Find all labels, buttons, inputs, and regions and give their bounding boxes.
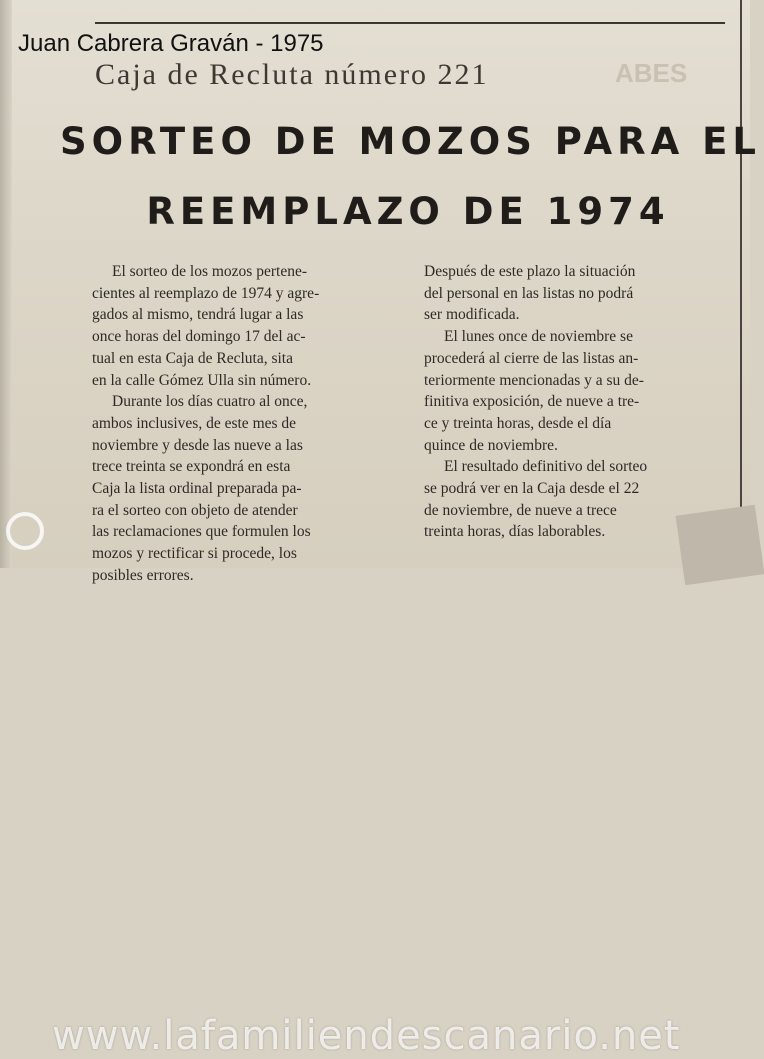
text-line: Después de este plazo la situación	[424, 263, 636, 280]
text-line: posibles errores.	[92, 566, 194, 584]
text-line: las reclamaciones que formulen los	[92, 523, 311, 541]
text-line: El sorteo de los mozos pertene-	[112, 263, 307, 280]
text-line: ser modificada.	[424, 306, 520, 324]
text-line: Durante los días cuatro al once,	[112, 393, 308, 411]
text-line: ra el sorteo con objeto de atender	[92, 501, 298, 519]
text-line: treinta horas, días laborables.	[424, 523, 606, 541]
right-column	[424, 261, 730, 543]
text-line: del personal en las listas no podrá	[424, 284, 634, 302]
text-line: en la calle Gómez Ulla sin número.	[92, 371, 312, 389]
headline-line-1: SORTEO DE MOZOS PARA EL	[60, 120, 761, 163]
text-line: quince de noviembre.	[424, 436, 558, 454]
text-line: se podrá ver en la Caja desde el 22	[424, 480, 640, 498]
text-line: El lunes once de noviembre se	[444, 328, 633, 346]
torn-left-edge	[0, 0, 12, 568]
headline-line-2: REEMPLAZO DE 1974	[146, 190, 670, 233]
text-line: de noviembre, de nueve a trece	[424, 501, 617, 519]
text-line: gados al mismo, tendrá lugar a las	[92, 306, 304, 324]
kicker: Caja de Recluta número 221	[95, 58, 489, 91]
text-line: finitiva exposición, de nueve a tre-	[424, 393, 640, 411]
text-line: ambos inclusives, de este mes de	[92, 414, 297, 432]
text-line: Caja la lista ordinal preparada pa-	[92, 480, 302, 498]
right-rule	[740, 0, 742, 520]
text-line: El resultado definitivo del sorteo	[444, 458, 648, 476]
text-line: procederá al cierre de las listas an-	[424, 349, 639, 367]
text-line: teriormente mencionadas y a su de-	[424, 371, 644, 389]
faded-text: ABES	[615, 58, 688, 88]
caption: Juan Cabrera Graván - 1975	[18, 30, 324, 57]
text-line: cientes al reemplazo de 1974 y agre-	[92, 284, 320, 302]
text-line: ce y treinta horas, desde el día	[424, 414, 612, 432]
watermark-text: www.lafamiliendescanario.net	[52, 1013, 681, 1059]
text-line: trece treinta se expondrá en esta	[92, 458, 291, 476]
top-rule	[95, 22, 725, 24]
text-line: noviembre y desde las nueve a las	[92, 436, 303, 454]
text-line: once horas del domingo 17 del ac-	[92, 328, 306, 346]
text-line: tual en esta Caja de Recluta, sita	[92, 349, 293, 367]
text-line: mozos y rectificar si procede, los	[92, 545, 297, 563]
